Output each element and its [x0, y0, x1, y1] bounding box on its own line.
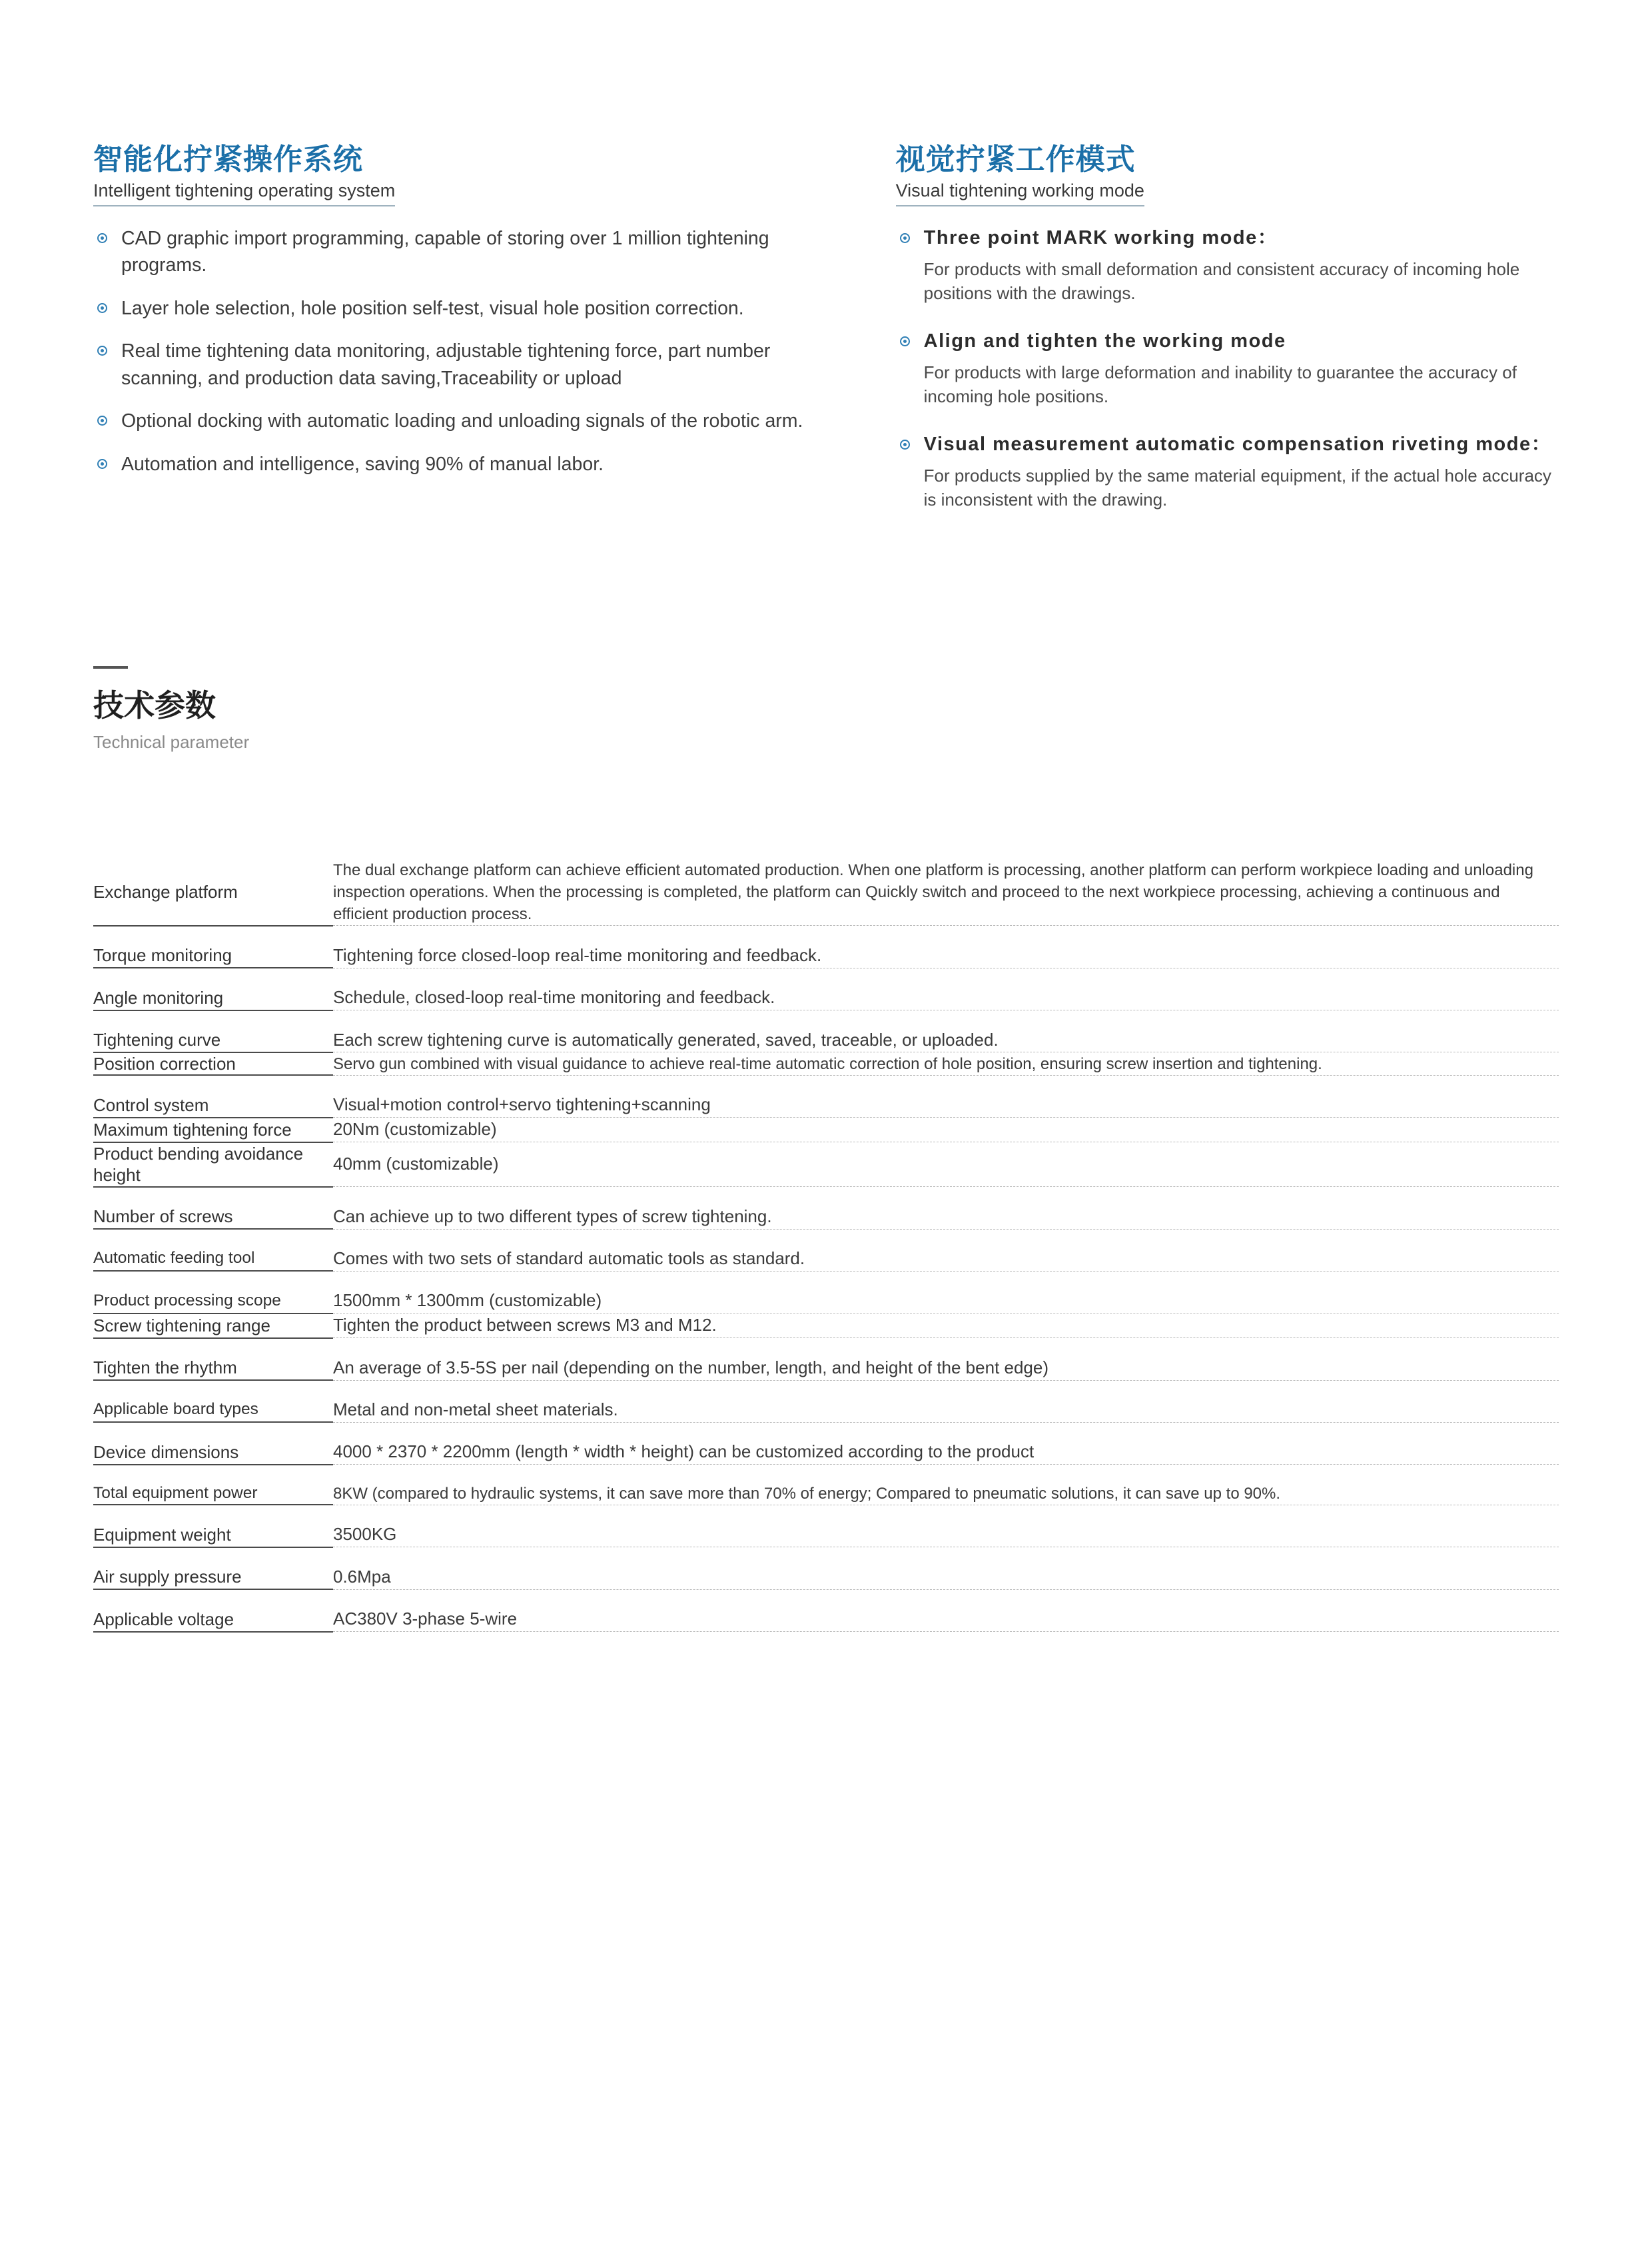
- mode-description: For products with small deformation and consistent accuracy of incoming hole positions with the drawings.: [923, 259, 1520, 303]
- row-value: Schedule, closed-loop real-time monitoring and feedback.: [333, 986, 1559, 1010]
- list-item: [896, 225, 1559, 306]
- feature-sections: [93, 143, 1559, 535]
- row-label: Total equipment power: [93, 1483, 333, 1505]
- row-value: Visual+motion control+servo tightening+scanning: [333, 1093, 1559, 1117]
- row-value: AC380V 3-phase 5-wire: [333, 1607, 1559, 1631]
- row-label: Tightening curve: [93, 1028, 333, 1052]
- row-label: Device dimensions: [93, 1440, 333, 1464]
- table-row: [93, 1142, 1559, 1187]
- table-row: [93, 1483, 1559, 1505]
- mode-heading: Three point MARK working mode：: [923, 226, 1278, 248]
- mode-heading: Visual measurement automatic compensation riveting mode：: [923, 433, 1552, 455]
- list-item: [896, 432, 1559, 512]
- right-bullet-list: [896, 225, 1559, 512]
- row-label: Number of screws: [93, 1205, 333, 1229]
- bullet-dot-icon: [900, 336, 910, 346]
- list-item: [93, 408, 856, 434]
- list-item-text: Optional docking with automatic loading and unloading signals of the robotic arm.: [121, 410, 803, 432]
- section-title-cn-left: 智能化拧紧操作系统: [93, 143, 363, 176]
- row-label: Product processing scope: [93, 1289, 333, 1313]
- left-bullet-list: [93, 225, 856, 478]
- list-item: [93, 338, 856, 392]
- row-value: Each screw tightening curve is automatically generated, saved, traceable, or uploaded.: [333, 1028, 1559, 1052]
- page-subtitle: Technical parameter: [93, 732, 250, 753]
- table-row: [93, 1356, 1559, 1380]
- row-value: An average of 3.5-5S per nail (depending on the number, length, and height of the bent edge): [333, 1356, 1559, 1380]
- row-value: Comes with two sets of standard automatic tools as standard.: [333, 1247, 1559, 1271]
- specification-table: [93, 859, 1559, 1633]
- list-item-text: CAD graphic import programming, capable of storing over 1 million tightening programs.: [121, 227, 769, 276]
- table-row: [93, 1313, 1559, 1338]
- section-title-en-left: Intelligent tightening operating system: [93, 180, 395, 206]
- table-row: [93, 1028, 1559, 1052]
- row-value: Servo gun combined with visual guidance to achieve real-time automatic correction of hole position, ensuring screw insertion and tightening.: [333, 1052, 1559, 1076]
- row-value: Can achieve up to two different types of screw tightening.: [333, 1205, 1559, 1229]
- row-label: Angle monitoring: [93, 986, 333, 1010]
- section-title-en-right: Visual tightening working mode: [896, 180, 1144, 206]
- page-title: 技术参数: [93, 688, 216, 723]
- row-label: Equipment weight: [93, 1523, 333, 1547]
- row-value: Tighten the product between screws M3 and M12.: [333, 1313, 1559, 1338]
- heading-rule: [93, 666, 128, 669]
- row-label: Torque monitoring: [93, 944, 333, 968]
- table-row: [93, 1523, 1559, 1547]
- mode-description: For products supplied by the same material equipment, if the actual hole accuracy is inconsistent with the drawing.: [923, 465, 1551, 510]
- row-value: 4000 * 2370 * 2200mm (length * width * height) can be customized according to the product: [333, 1440, 1559, 1464]
- table-row: [93, 1440, 1559, 1464]
- row-value: 0.6Mpa: [333, 1565, 1559, 1589]
- row-label: Control system: [93, 1093, 333, 1117]
- table-row: [93, 1607, 1559, 1631]
- row-value: 8KW (compared to hydraulic systems, it can save more than 70% of energy; Compared to pneumatic solutions, it can save up to 90%.: [333, 1483, 1559, 1505]
- bullet-dot-icon: [97, 459, 107, 469]
- row-label: Applicable board types: [93, 1398, 333, 1422]
- row-label: Position correction: [93, 1052, 333, 1076]
- list-item: [93, 225, 856, 279]
- mode-heading: Align and tighten the working mode: [923, 330, 1286, 352]
- row-label: Exchange platform: [93, 859, 333, 926]
- bullet-dot-icon: [97, 233, 107, 243]
- list-item-text: Real time tightening data monitoring, adjustable tightening force, part number scanning, and production data saving,Traceability or upload: [121, 340, 771, 389]
- table-row: [93, 1118, 1559, 1142]
- row-label: Automatic feeding tool: [93, 1247, 333, 1271]
- row-value: Metal and non-metal sheet materials.: [333, 1398, 1559, 1422]
- bullet-dot-icon: [97, 303, 107, 313]
- row-label: Applicable voltage: [93, 1607, 333, 1631]
- row-label: Screw tightening range: [93, 1313, 333, 1338]
- table-row: [93, 859, 1559, 926]
- list-item: [93, 295, 856, 322]
- bullet-dot-icon: [900, 233, 910, 243]
- bullet-dot-icon: [97, 416, 107, 426]
- table-row: [93, 1289, 1559, 1313]
- section-title-cn-right: 视觉拧紧工作模式: [895, 143, 1136, 176]
- table-row: [93, 1398, 1559, 1422]
- table-row: [93, 1247, 1559, 1271]
- table-row: [93, 1205, 1559, 1229]
- bullet-dot-icon: [97, 346, 107, 356]
- technical-parameter-heading: [93, 666, 249, 753]
- row-value: 20Nm (customizable): [333, 1118, 1559, 1142]
- list-item-text: Automation and intelligence, saving 90% of manual labor.: [121, 453, 604, 475]
- row-label: Tighten the rhythm: [93, 1356, 333, 1380]
- list-item: [93, 451, 856, 478]
- row-value: The dual exchange platform can achieve efficient automated production. When one platform is processing, another platform can perform workpiece loading and unloading inspection operations. When the processing is completed, the platform can Quickly switch and proceed to the next workpiece processing, achieving a continuous and efficient production process.: [333, 859, 1559, 926]
- section-visual-working-mode: [896, 143, 1559, 535]
- table-row: [93, 1565, 1559, 1589]
- row-value: 40mm (customizable): [333, 1142, 1559, 1187]
- bullet-dot-icon: [900, 440, 910, 450]
- row-label: Product bending avoidance height: [93, 1142, 333, 1187]
- list-item-text: Layer hole selection, hole position self-test, visual hole position correction.: [121, 297, 744, 319]
- table-row: [93, 944, 1559, 968]
- row-value: Tightening force closed-loop real-time monitoring and feedback.: [333, 944, 1559, 968]
- row-value: 1500mm * 1300mm (customizable): [333, 1289, 1559, 1313]
- row-value: 3500KG: [333, 1523, 1559, 1547]
- section-intelligent-tightening: [93, 143, 856, 535]
- row-label: Air supply pressure: [93, 1565, 333, 1589]
- table-row: [93, 1052, 1559, 1076]
- table-row: [93, 1093, 1559, 1117]
- mode-description: For products with large deformation and inability to guarantee the accuracy of incoming hole positions.: [923, 362, 1517, 406]
- list-item: [896, 328, 1559, 409]
- row-label: Maximum tightening force: [93, 1118, 333, 1142]
- table-row: [93, 986, 1559, 1010]
